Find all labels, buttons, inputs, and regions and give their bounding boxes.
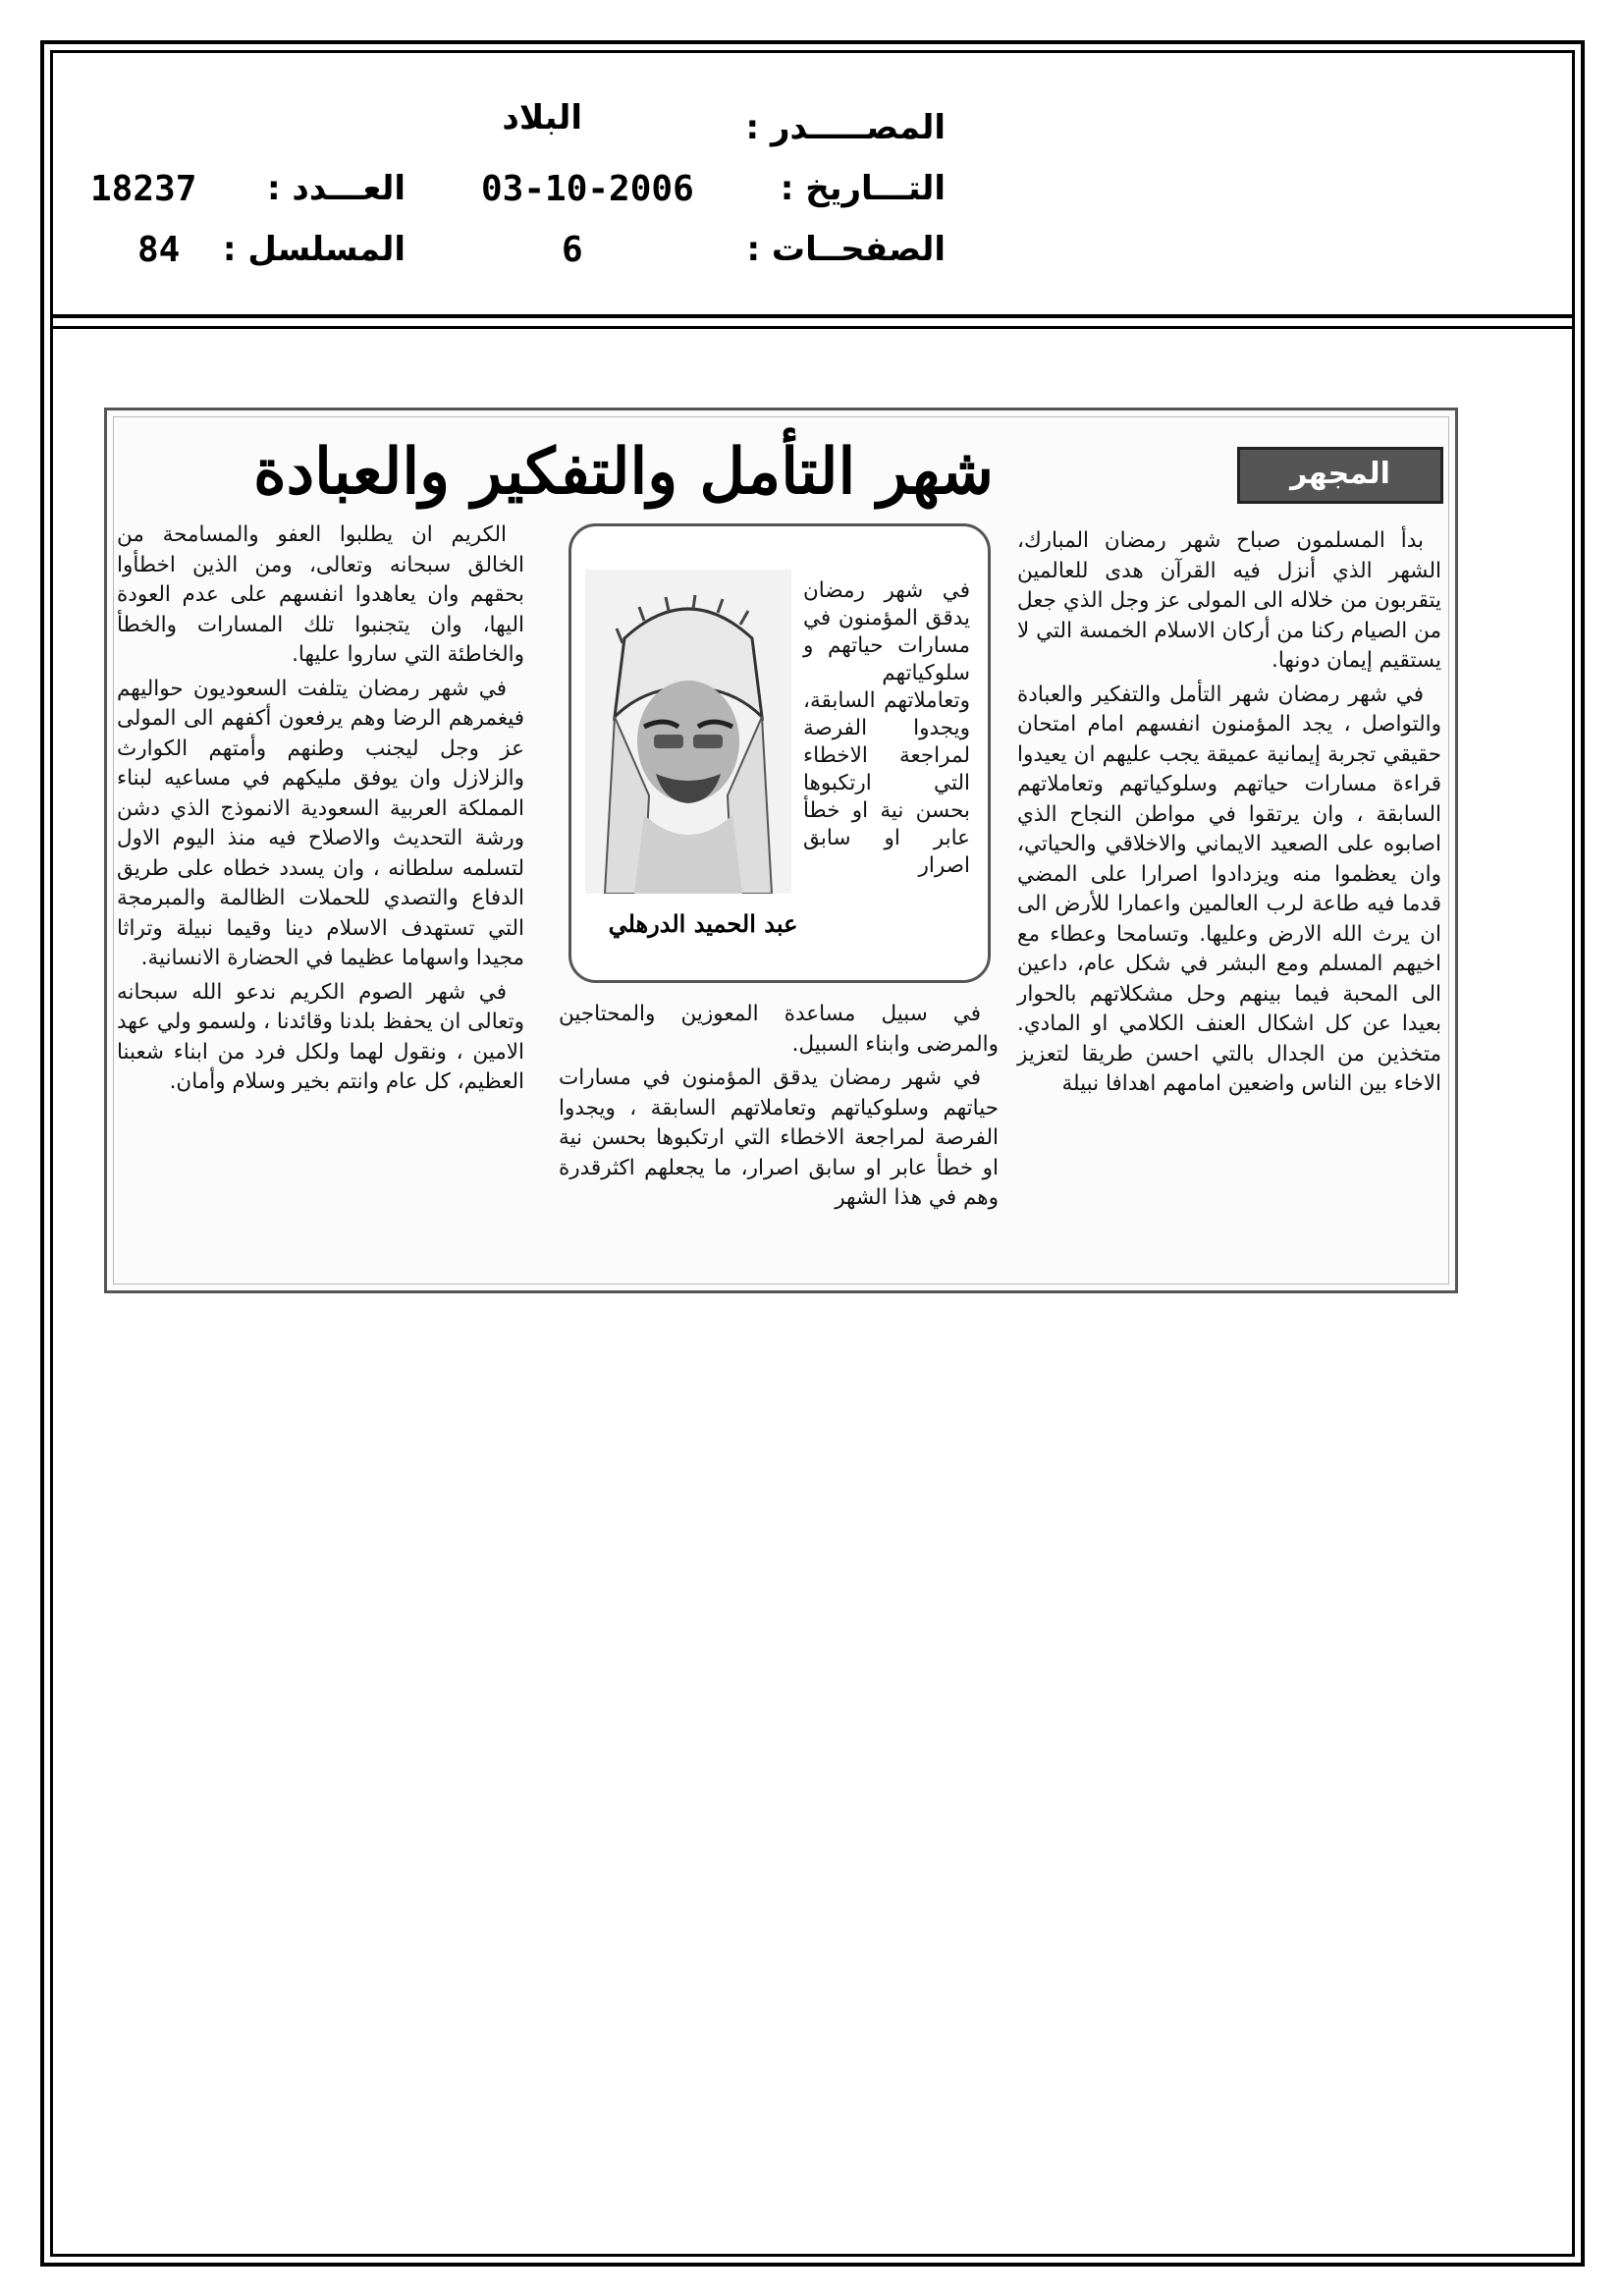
serial-label: المسلسل : <box>222 230 406 269</box>
paragraph: في سبيل مساعدة المعوزين والمحتاجين والمرضى وابناء السبيل. <box>559 1002 999 1057</box>
article-headline: شهر التأمل والتفكير والعبادة <box>253 435 994 509</box>
paragraph: الكريم ان يطلبوا العفو والمسامحة من الخالق سبحانه وتعالى، ومن الذين اخطأوا بحقهم وان يعاهدوا انفسهم على عدم العودة اليها، وان يتجنبوا تلك المسارات والخطأ والخاطئة التي ساروا عليها. <box>117 522 524 667</box>
author-byline: عبد الحميد الدرهلي <box>608 909 798 938</box>
pull-quote: في شهر رمضان يدقق المؤمنون في مسارات حياتهم و سلوكياتهم وتعاملاتهم السابقة، ويجدوا الفرصة لمراجعة الاخطاء التي ارتكبوها بحسن نية او خطأ عابر او سابق اصرار <box>803 578 970 878</box>
paragraph: في شهر رمضان يدقق المؤمنون في مسارات حياتهم وسلوكياتهم وتعاملاتهم السابقة ، ويجدوا الفرصة لمراجعة الاخطاء التي ارتكبوها بحسن نية او خطأ عابر او سابق اصرار، ما يجعلهم اكثرقدرة وهم في هذا الشهر <box>559 1066 999 1210</box>
author-photo <box>585 570 791 894</box>
serial-value: 84 <box>137 230 181 270</box>
header-divider-inner <box>50 326 1575 329</box>
paragraph: في شهر رمضان شهر التأمل والتفكير والعبادة والتواصل ، يجد المؤمنون انفسهم امام امتحان حقيقي تجربة إيمانية عميقة يجب عليهم ان يعيدوا قراءة مسارات حياتهم وسلوكياتهم وتعاملاتهم السابقة ، وان يرتقوا في مواطن النجاح الذي اصابوه على الصعيد الايماني والاخلاقي والحياتي، وان يعظموا منه ويزدادوا اصرارا على المضي قدما فيه طاعة لرب العالمين واعمارا للأرض الى ان يرث الله الارض وعليها. وتسامحا وعطاء مع اخيهم المسلم ومع البشر في شكل عام، داعين الى المحبة فيما بينهم وحل مشكلاتهم بالحوار بعيدا عن كل اشكال العنف الكلامي او المادي. متخذين من الجدال بالتي احسن طريقا لتعزيز الاخاء بين الناس واضعين امامهم اهدافا نبيلة <box>1017 682 1441 1096</box>
issue-value: 18237 <box>90 169 197 209</box>
author-photo-box <box>568 523 991 983</box>
column-tag: المجهر <box>1237 447 1443 504</box>
header-divider <box>50 314 1575 318</box>
date-label: التـــاريخ : <box>780 169 946 208</box>
source-value: البلاد <box>502 98 582 137</box>
source-label: المصـــــدر : <box>745 108 946 147</box>
paragraph: في شهر رمضان يتلفت السعوديون حواليهم فيغمرهم الرضا وهم يرفعون أكفهم الى المولى عز وجل ليجنب وطنهم وأمتهم الكوارث والزلازل وان يوفق مليكهم في مساعيه لبناء المملكة العربية السعودية الانموذج الذي دشن ورشة التحديث والاصلاح فيه منذ اليوم الاول لتسلمه سلطانه ، وان يسدد خطاه على طريق الدفاع والتصدي للحملات الظالمة والمبرمجة التي تستهدف الاسلام دينا وقيما نبيلة وتراثا مجيدا واسهاما عظيما في الحضارة الانسانية. <box>117 676 524 970</box>
date-value: 03-10-2006 <box>481 169 694 209</box>
article-column-right <box>1017 526 1441 1104</box>
pages-label: الصفحــات : <box>746 230 946 269</box>
article-column-middle <box>559 1000 999 1218</box>
newspaper-clipping <box>104 408 1458 1293</box>
article-column-left <box>117 520 524 1102</box>
paragraph: في شهر الصوم الكريم ندعو الله سبحانه وتعالى ان يحفظ بلدنا وقائدنا ، ولسمو ولي عهد الامين ، ونقول لهما ولكل فرد من ابناء شعبنا العظيم، كل عام وانتم بخير وسلام وأمان. <box>117 979 524 1094</box>
pages-value: 6 <box>562 230 583 270</box>
paragraph: بدأ المسلمون صباح شهر رمضان المبارك، الشهر الذي أنزل فيه القرآن هدى للعالمين يتقربون من خلاله الى المولى عز وجل الذي جعل من الصيام ركنا من أركان الاسلام الخمسة التي لا يستقيم إيمان دونها. <box>1017 528 1441 673</box>
issue-label: العـــدد : <box>267 169 406 208</box>
